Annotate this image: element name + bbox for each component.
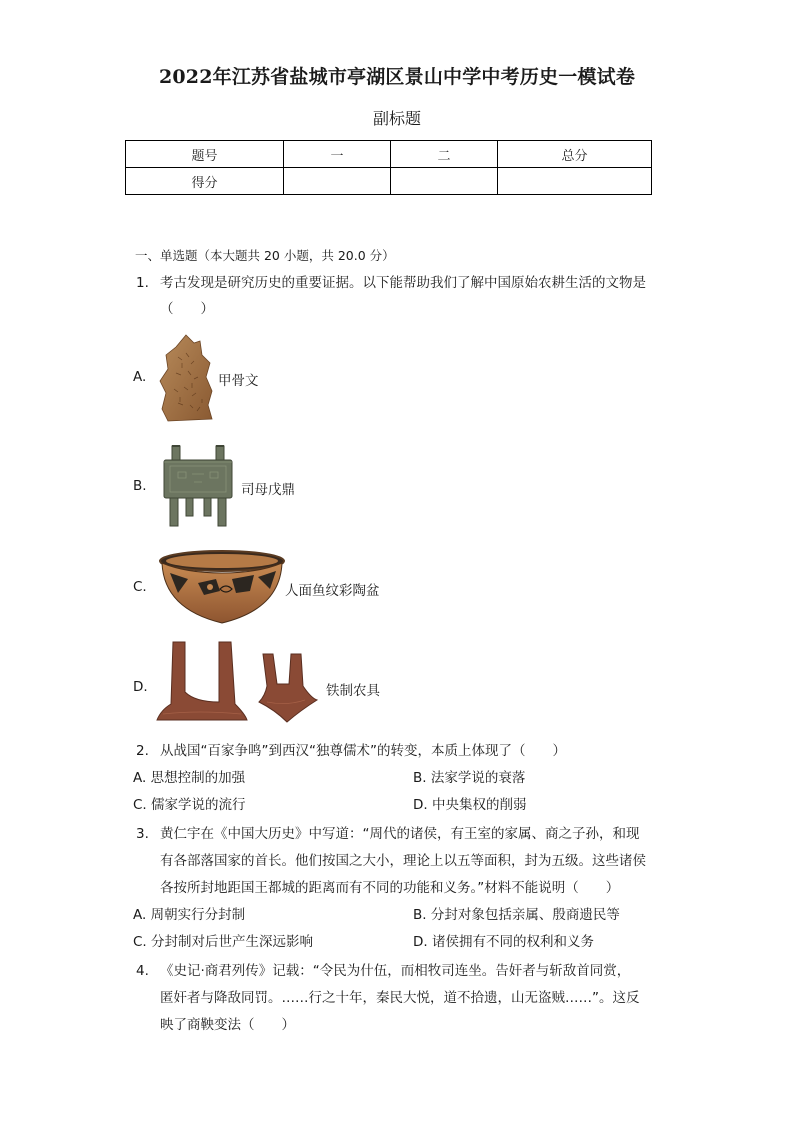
option-label: 司母戊鼎 <box>241 482 295 498</box>
option-text: 分封对象包括亲属、殷商遗民等 <box>430 907 620 923</box>
option-b[interactable] <box>413 766 525 786</box>
bronze-ding-image <box>158 444 238 530</box>
score-header-cell: 题号 <box>126 141 284 168</box>
question-text-line: 黄仁宇在《中国大历史》中写道：“周代的诸侯，有王室的家属、商之子孙，和现 <box>160 826 640 842</box>
option-label: 甲骨文 <box>218 373 259 389</box>
question-text-line: 《史记·商君列传》记载：“令民为什伍，而相牧司连坐。告奸者与斩敌首同赏， <box>160 963 631 979</box>
option-letter: D. <box>413 934 428 950</box>
exam-title: 2022年江苏省盐城市亭湖区景山中学中考历史一模试卷 <box>158 66 636 88</box>
option-letter[interactable]: B. <box>133 478 147 494</box>
painted-pottery-basin-image <box>158 549 286 627</box>
option-letter[interactable]: D. <box>133 679 148 695</box>
option-letter[interactable]: A. <box>133 369 147 385</box>
option-letter: B. <box>413 770 427 786</box>
score-table <box>125 140 652 195</box>
question-number: 4. <box>136 963 149 979</box>
option-d[interactable] <box>413 930 594 950</box>
option-text: 分封制对后世产生深远影响 <box>151 934 314 950</box>
oracle-bone-image <box>156 333 216 423</box>
question-text-line: 从战国“百家争鸣”到西汉“独尊儒术”的转变，本质上体现了（ ） <box>160 743 566 759</box>
option-text: 中央集权的削弱 <box>431 797 527 813</box>
option-d[interactable] <box>413 793 526 813</box>
option-letter: A. <box>133 770 147 786</box>
question-text-line: （ ） <box>160 301 214 317</box>
question-text-line: 匿奸者与降敌同罚。……行之十年，秦民大悦，道不拾遗，山无盗贼……”。这反 <box>160 990 640 1006</box>
score-row-label: 得分 <box>126 168 284 195</box>
score-table-header-row <box>126 141 652 168</box>
question-text-line: 有各部落国家的首长。他们按国之大小，理论上以五等面积，封为五级。这些诸侯 <box>160 853 646 869</box>
option-text: 诸侯拥有不同的权利和义务 <box>431 934 594 950</box>
exam-subtitle: 副标题 <box>372 109 421 128</box>
score-cell[interactable] <box>498 168 652 195</box>
option-letter: D. <box>413 797 428 813</box>
option-a[interactable] <box>133 766 245 786</box>
option-text: 儒家学说的流行 <box>151 797 246 813</box>
option-text: 法家学说的衰落 <box>430 770 526 786</box>
score-header-cell: 总分 <box>498 141 652 168</box>
option-letter: C. <box>133 797 147 813</box>
option-letter[interactable]: C. <box>133 579 147 595</box>
question-number: 3. <box>136 826 149 842</box>
question-text-line: 各按所封地距国王都城的距离而有不同的功能和义务。”材料不能说明（ ） <box>160 880 620 896</box>
score-header-cell: 二 <box>391 141 498 168</box>
question-text-line: 考古发现是研究历史的重要证据。以下能帮助我们了解中国原始农耕生活的文物是 <box>160 275 646 291</box>
option-a[interactable] <box>133 903 245 923</box>
option-label: 人面鱼纹彩陶盆 <box>285 583 380 599</box>
question-number: 2. <box>136 743 149 759</box>
score-table-score-row <box>126 168 652 195</box>
option-c[interactable] <box>133 930 313 950</box>
option-text: 思想控制的加强 <box>150 770 246 786</box>
question-number: 1. <box>136 275 149 291</box>
score-cell[interactable] <box>284 168 391 195</box>
option-label: 铁制农具 <box>326 683 380 699</box>
option-b[interactable] <box>413 903 620 923</box>
score-cell[interactable] <box>391 168 498 195</box>
section-heading: 一、单选题（本大题共 20 小题，共 20.0 分） <box>135 248 395 263</box>
score-header-cell: 一 <box>284 141 391 168</box>
option-letter: A. <box>133 907 147 923</box>
iron-farm-tools-image <box>155 640 325 726</box>
question-text-line: 映了商鞅变法（ ） <box>160 1017 295 1033</box>
option-text: 周朝实行分封制 <box>150 907 246 923</box>
option-letter: C. <box>133 934 147 950</box>
option-c[interactable] <box>133 793 246 813</box>
option-letter: B. <box>413 907 427 923</box>
